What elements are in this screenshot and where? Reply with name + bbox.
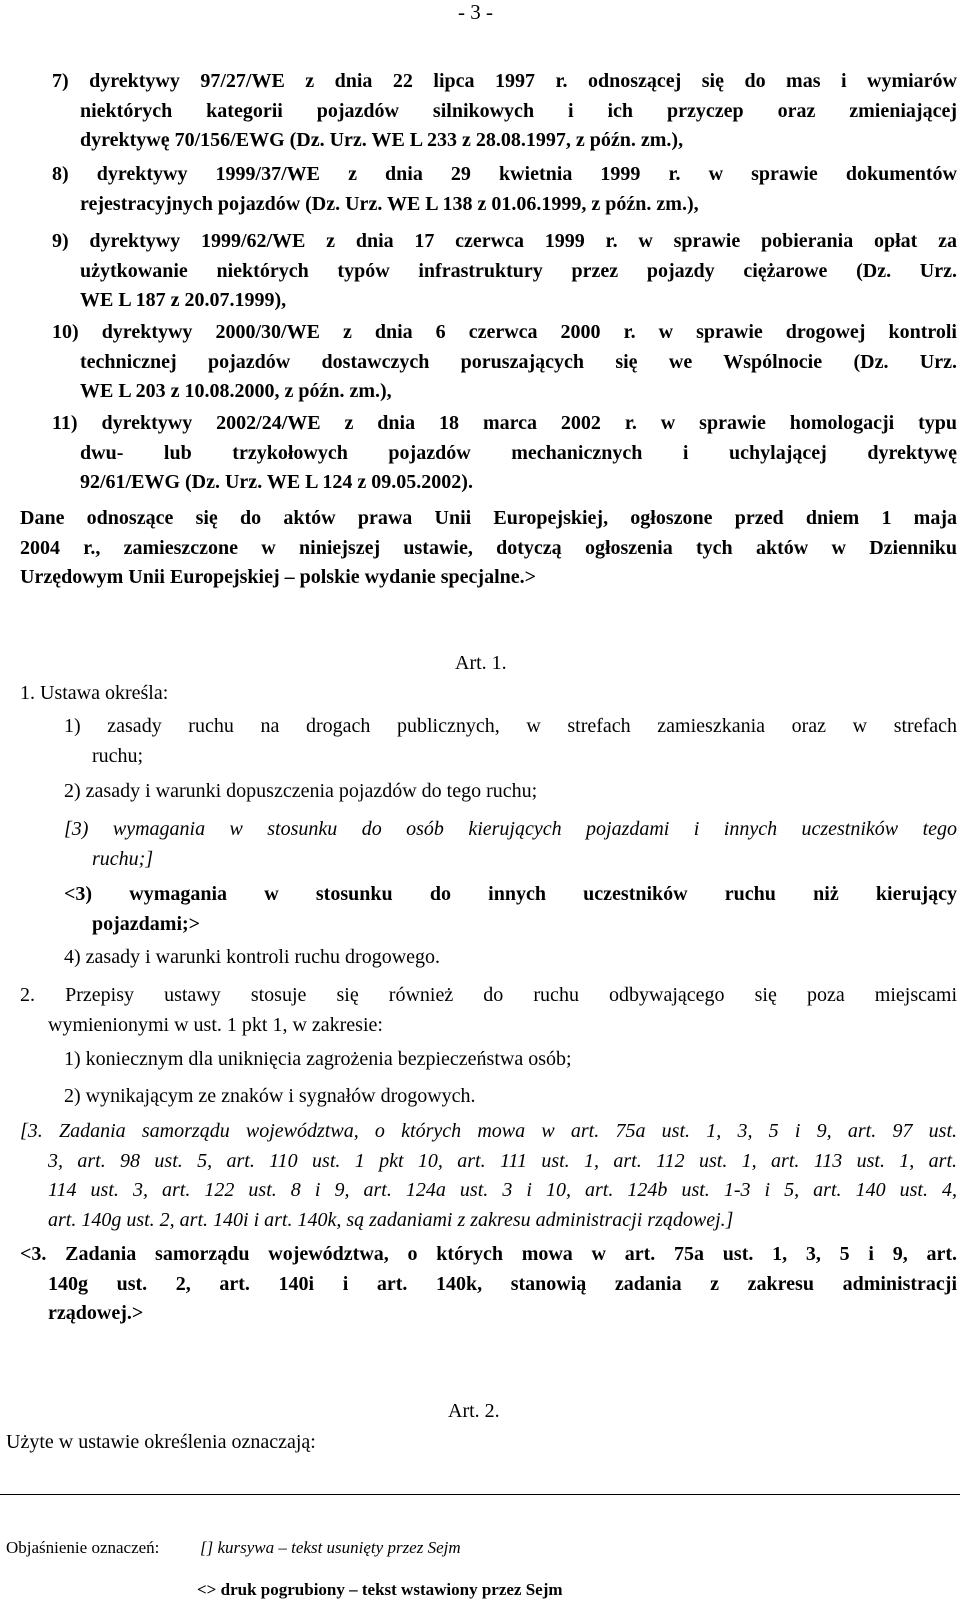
directive-11: [52, 409, 957, 498]
art1-ust1-pkt3-removed: [64, 815, 957, 874]
text-line: [3. Zadania samorządu województwa, o których mowa w art. 75a ust. 1, 3, 5 i 9, art. 97 ust.: [20, 1120, 957, 1142]
text-line: 92/61/EWG (Dz. Urz. WE L 124 z 09.05.2002).: [80, 471, 473, 494]
text-line: <3) wymagania w stosunku do innych uczestników ruchu niż kierujący: [64, 883, 957, 905]
text-line: WE L 187 z 20.07.1999),: [80, 289, 287, 312]
text-line: 3, art. 98 ust. 5, art. 110 ust. 1 pkt 10, art. 111 ust. 1, art. 112 ust. 1, art. 113 ust. 1, art.: [48, 1149, 957, 1172]
text-line: dwu- lub trzykołowych pojazdów mechanicznych i uchylającej dyrektywę: [80, 441, 957, 464]
text-line: 1) koniecznym dla uniknięcia zagrożenia bezpieczeństwa osób;: [64, 1048, 572, 1070]
text-line: Użyte w ustawie określenia oznaczają:: [6, 1431, 316, 1453]
text-line: [3) wymagania w stosunku do osób kierujących pojazdami i innych uczestników tego: [64, 818, 957, 840]
text-line: 8) dyrektywy 1999/37/WE z dnia 29 kwietnia 1999 r. w sprawie dokumentów: [52, 163, 957, 185]
directive-8: [52, 160, 957, 219]
art1-ust1-pkt1: [64, 712, 957, 771]
art1-ust2-pkt1: [64, 1045, 957, 1075]
directive-9: [52, 227, 957, 316]
page-number: - 3 -: [458, 0, 493, 24]
art1-ust2-pkt2: [64, 1082, 957, 1112]
text-line: 4) zasady i warunki kontroli ruchu drogowego.: [64, 946, 441, 968]
text-line: wymienionymi w ust. 1 pkt 1, w zakresie:: [48, 1013, 383, 1036]
text-line: WE L 203 z 10.08.2000, z późn. zm.),: [80, 380, 392, 403]
text-line: Dane odnoszące się do aktów prawa Unii Europejskiej, ogłoszone przed dniem 1 maja: [20, 507, 957, 529]
text-line: rządowej.>: [48, 1302, 144, 1325]
text-line: 140g ust. 2, art. 140i i art. 140k, stanowią zadania z zakresu administracji: [48, 1272, 957, 1295]
legend-label: Objaśnienie oznaczeń:: [6, 1538, 160, 1557]
text-line: <3. Zadania samorządu województwa, o których mowa w art. 75a ust. 1, 3, 5 i 9, art.: [20, 1243, 957, 1265]
text-line: technicznej pojazdów dostawczych poruszających się we Wspólnocie (Dz. Urz.: [80, 350, 957, 373]
text-line: 2) wynikającym ze znaków i sygnałów drogowych.: [64, 1085, 476, 1107]
art1-ust1-pkt2: [64, 777, 957, 807]
text-line: 2. Przepisy ustawy stosuje się również do ruchu odbywającego się poza miejscami: [20, 984, 957, 1006]
text-line: 7) dyrektywy 97/27/WE z dnia 22 lipca 1997 r. odnoszącej się do mas i wymiarów: [52, 70, 957, 92]
text-line: niektórych kategorii pojazdów silnikowych i ich przyczep oraz zmieniającej: [80, 99, 957, 122]
text-line: 2) zasady i warunki dopuszczenia pojazdów do tego ruchu;: [64, 780, 538, 802]
text-line: 10) dyrektywy 2000/30/WE z dnia 6 czerwca 2000 r. w sprawie drogowej kontroli: [52, 321, 957, 343]
legend-italic-note: [] kursywa – tekst usunięty przez Sejm: [200, 1538, 461, 1557]
art1-ust1-pkt3-inserted: [64, 880, 957, 939]
text-line: rejestracyjnych pojazdów (Dz. Urz. WE L 138 z 01.06.1999, z późn. zm.),: [80, 192, 699, 215]
art1-ust2: [20, 981, 957, 1040]
art1-ust1-intro: [20, 679, 620, 709]
art1-ust3-inserted: [20, 1240, 957, 1329]
text-line: art. 140g ust. 2, art. 140i i art. 140k, są zadaniami z zakresu administracji rządowej.]: [48, 1208, 734, 1231]
text-line: ruchu;: [92, 744, 144, 767]
directive-10: [52, 318, 957, 407]
legend-bold-note: <> druk pogrubiony – tekst wstawiony przez Sejm: [197, 1580, 563, 1599]
text-line: użytkowanie niektórych typów infrastruktury przez pojazdy ciężarowe (Dz. Urz.: [80, 259, 957, 282]
text-line: 114 ust. 3, art. 122 ust. 8 i 9, art. 124a ust. 3 i 10, art. 124b ust. 1-3 i 5, art. 140 ust. 4,: [48, 1179, 957, 1202]
text-line: 2004 r., zamieszczone w niniejszej ustawie, dotyczą ogłoszenia tych aktów w Dzienniku: [20, 536, 957, 559]
text-line: ruchu;]: [92, 847, 154, 870]
art1-ust3-removed: [20, 1117, 957, 1235]
directive-7: [52, 67, 957, 156]
article-1-heading: Art. 1.: [455, 652, 507, 674]
text-line: 11) dyrektywy 2002/24/WE z dnia 18 marca 2002 r. w sprawie homologacji typu: [52, 412, 957, 434]
footer-divider: [0, 1494, 960, 1495]
text-line: dyrektywę 70/156/EWG (Dz. Urz. WE L 233 z 28.08.1997, z późn. zm.),: [80, 129, 684, 152]
text-line: Urzędowym Unii Europejskiej – polskie wydanie specjalne.>: [20, 566, 537, 589]
eu-data-note: [20, 504, 957, 593]
text-line: pojazdami;>: [92, 912, 201, 935]
art1-ust1-pkt4: [64, 943, 957, 973]
text-line: 9) dyrektywy 1999/62/WE z dnia 17 czerwca 1999 r. w sprawie pobierania opłat za: [52, 230, 957, 252]
art2-intro: [6, 1428, 606, 1458]
text-line: 1. Ustawa określa:: [20, 682, 169, 704]
text-line: 1) zasady ruchu na drogach publicznych, w strefach zamieszkania oraz w strefach: [64, 715, 957, 737]
article-2-heading: Art. 2.: [448, 1400, 500, 1422]
